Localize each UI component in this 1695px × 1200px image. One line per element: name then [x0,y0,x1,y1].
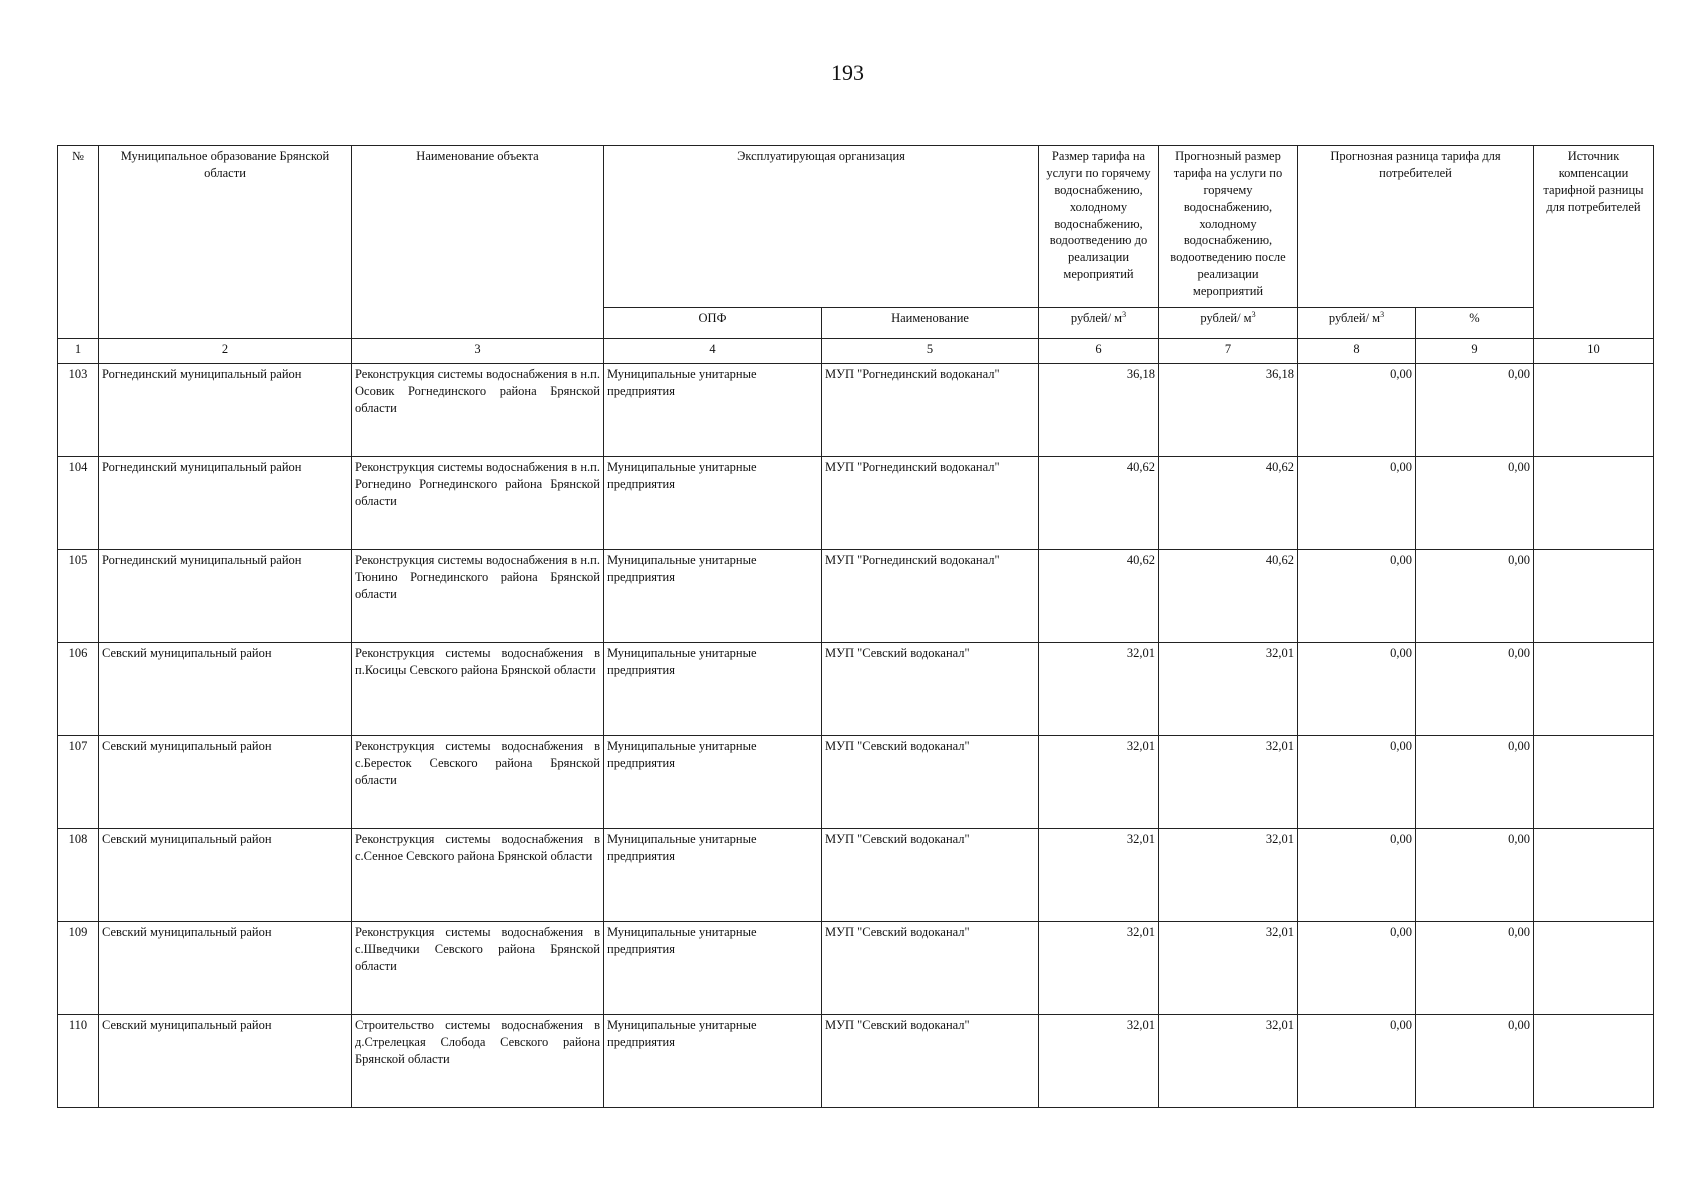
opf-cell: Муниципальные унитарные предприятия [604,643,822,736]
page-number: 193 [831,60,864,85]
row-number: 105 [58,550,99,643]
column-number: 6 [1039,339,1159,364]
operator-name-cell: МУП "Рогнединский водоканал" [822,457,1039,550]
column-number: 8 [1298,339,1416,364]
header-name: Наименование [822,308,1039,339]
diff-rub-cell: 0,00 [1298,922,1416,1015]
operator-name-cell: МУП "Севский водоканал" [822,643,1039,736]
opf-cell: Муниципальные унитарные предприятия [604,736,822,829]
opf-cell: Муниципальные унитарные предприятия [604,364,822,457]
municipality-cell: Севский муниципальный район [99,643,352,736]
tariff-after-cell: 32,01 [1159,922,1298,1015]
header-object: Наименование объекта [352,146,604,339]
table-row [58,922,1654,1015]
source-cell [1534,1015,1654,1108]
diff-rub-cell: 0,00 [1298,1015,1416,1108]
tariff-before-cell: 32,01 [1039,1015,1159,1108]
tariff-after-cell: 40,62 [1159,457,1298,550]
table-row [58,457,1654,550]
municipality-cell: Рогнединский муниципальный район [99,550,352,643]
diff-percent-cell: 0,00 [1416,922,1534,1015]
header-operator: Эксплуатирующая организация [604,146,1039,308]
opf-cell: Муниципальные унитарные предприятия [604,922,822,1015]
table-row [58,829,1654,922]
tariff-after-cell: 32,01 [1159,829,1298,922]
header-municipality: Муниципальное образование Брянской области [99,146,352,339]
column-number: 7 [1159,339,1298,364]
tariff-after-cell: 32,01 [1159,736,1298,829]
header-no: № [58,146,99,339]
operator-name-cell: МУП "Рогнединский водоканал" [822,550,1039,643]
unit-rub-8: рублей/ $м^3$ [1298,308,1416,339]
table-row [58,643,1654,736]
row-number: 107 [58,736,99,829]
object-cell: Реконструкция системы водоснабжения в н.п. Осовик Рогнединского района Брянской области [352,364,604,457]
opf-cell: Муниципальные унитарные предприятия [604,829,822,922]
tariff-before-cell: 36,18 [1039,364,1159,457]
tariff-after-cell: 32,01 [1159,643,1298,736]
source-cell [1534,643,1654,736]
unit-rub-6: рублей/ $м^3$ [1039,308,1159,339]
header-row [58,146,1654,308]
municipality-cell: Севский муниципальный район [99,922,352,1015]
source-cell [1534,364,1654,457]
municipality-cell: Севский муниципальный район [99,829,352,922]
diff-percent-cell: 0,00 [1416,364,1534,457]
row-number: 106 [58,643,99,736]
header-source: Источник компенсации тарифной разницы для потребителей [1534,146,1654,339]
object-cell: Реконструкция системы водоснабжения в с.Шведчики Севского района Брянской области [352,922,604,1015]
table-row [58,1015,1654,1108]
object-cell: Реконструкция системы водоснабжения в п.Косицы Севского района Брянской области [352,643,604,736]
diff-percent-cell: 0,00 [1416,829,1534,922]
table-row [58,364,1654,457]
row-number: 109 [58,922,99,1015]
source-cell [1534,457,1654,550]
diff-percent-cell: 0,00 [1416,1015,1534,1108]
tariff-after-cell: 32,01 [1159,1015,1298,1108]
tariff-after-cell: 36,18 [1159,364,1298,457]
diff-rub-cell: 0,00 [1298,457,1416,550]
tariff-after-cell: 40,62 [1159,550,1298,643]
source-cell [1534,736,1654,829]
municipality-cell: Севский муниципальный район [99,736,352,829]
tariff-before-cell: 32,01 [1039,736,1159,829]
source-cell [1534,829,1654,922]
table-body [58,364,1654,1108]
diff-rub-cell: 0,00 [1298,829,1416,922]
table-row [58,736,1654,829]
column-number: 3 [352,339,604,364]
row-number: 108 [58,829,99,922]
diff-percent-cell: 0,00 [1416,643,1534,736]
opf-cell: Муниципальные унитарные предприятия [604,550,822,643]
row-number: 104 [58,457,99,550]
object-cell: Строительство системы водоснабжения в д.Стрелецкая Слобода Севского района Брянской области [352,1015,604,1108]
table-row [58,550,1654,643]
object-cell: Реконструкция системы водоснабжения в н.п. Тюнино Рогнединского района Брянской области [352,550,604,643]
tariff-before-cell: 40,62 [1039,457,1159,550]
operator-name-cell: МУП "Севский водоканал" [822,829,1039,922]
diff-percent-cell: 0,00 [1416,457,1534,550]
column-number: 10 [1534,339,1654,364]
diff-percent-cell: 0,00 [1416,550,1534,643]
diff-rub-cell: 0,00 [1298,364,1416,457]
column-number: 1 [58,339,99,364]
header-opf: ОПФ [604,308,822,339]
tariff-before-cell: 32,01 [1039,922,1159,1015]
column-number: 2 [99,339,352,364]
operator-name-cell: МУП "Севский водоканал" [822,1015,1039,1108]
diff-rub-cell: 0,00 [1298,550,1416,643]
source-cell [1534,550,1654,643]
diff-rub-cell: 0,00 [1298,736,1416,829]
column-number-row [58,339,1654,364]
municipality-cell: Рогнединский муниципальный район [99,364,352,457]
tariff-before-cell: 32,01 [1039,829,1159,922]
operator-name-cell: МУП "Севский водоканал" [822,922,1039,1015]
row-number: 103 [58,364,99,457]
row-number: 110 [58,1015,99,1108]
unit-rub-7: рублей/ $м^3$ [1159,308,1298,339]
object-cell: Реконструкция системы водоснабжения в с.Бересток Севского района Брянской области [352,736,604,829]
tariff-table [57,145,1654,1108]
unit-percent: % [1416,308,1534,339]
opf-cell: Муниципальные унитарные предприятия [604,457,822,550]
opf-cell: Муниципальные унитарные предприятия [604,1015,822,1108]
operator-name-cell: МУП "Рогнединский водоканал" [822,364,1039,457]
municipality-cell: Рогнединский муниципальный район [99,457,352,550]
tariff-before-cell: 40,62 [1039,550,1159,643]
column-number: 4 [604,339,822,364]
tariff-before-cell: 32,01 [1039,643,1159,736]
column-number: 9 [1416,339,1534,364]
diff-rub-cell: 0,00 [1298,643,1416,736]
object-cell: Реконструкция системы водоснабжения в н.п. Рогнедино Рогнединского района Брянской области [352,457,604,550]
header-tariff-before: Размер тарифа на услуги по горячему водоснабжению, холодному водоснабжению, водоотведению до реализации мероприятий [1039,146,1159,308]
header-difference: Прогнозная разница тарифа для потребителей [1298,146,1534,308]
municipality-cell: Севский муниципальный район [99,1015,352,1108]
diff-percent-cell: 0,00 [1416,736,1534,829]
object-cell: Реконструкция системы водоснабжения в с.Сенное Севского района Брянской области [352,829,604,922]
operator-name-cell: МУП "Севский водоканал" [822,736,1039,829]
source-cell [1534,922,1654,1015]
header-tariff-after: Прогнозный размер тарифа на услуги по горячему водоснабжению, холодному водоснабжению, водоотведению после реализации мероприятий [1159,146,1298,308]
column-number: 5 [822,339,1039,364]
